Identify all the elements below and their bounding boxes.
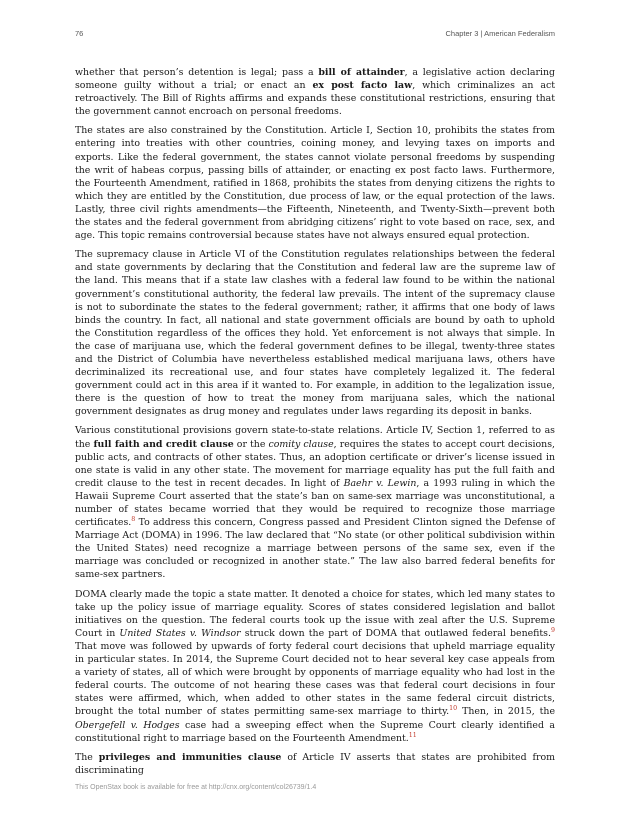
text-run: case had a sweeping effect when the Supreme Court clearly identified a constitutional right to marriage based on the Fourteenth Amendment.	[75, 719, 555, 744]
key-term-privileges-and-immunities-clause: privileges and immunities clause	[98, 751, 282, 763]
page-number: 76	[75, 29, 84, 38]
text-run: , a legislative action declaring someone guilty without a trial; or enact an	[75, 67, 555, 92]
page-header	[75, 29, 555, 38]
footnote-ref-10[interactable]: 10	[449, 705, 458, 713]
paragraph-3: The supremacy clause in Article VI of the Constitution regulates relationships between the federal and state governments by declaring that the Constitution and federal law are the supreme law of the land. This means that if a state law clashes with a federal law found to be within the national government’s constitutional authority, the federal law prevails. The intent of the supremacy clause is not to subordinate the states to the federal government; rather, it affirms that one body of laws binds the country. In fact, all national and state government officials are bound by oath to uphold the Constitution regardless of the offices they hold. Yet enforcement is not always that simple. In the case of marijuana use, which the federal government defines to be illegal, twenty-three states and the District of Columbia have nevertheless established medical marijuana laws, others have decriminalized its recreational use, and four states have completely legalized it. The federal government could act in this area if it wanted to. For example, in addition to the legalization issue, there is the question of how to treat the money from marijuana sales, which the national government designates as drug money and regulates under laws regarding its deposit in banks.	[75, 249, 555, 418]
text-run: , requires the states to accept court decisions, public acts, and contracts of other states. Thus, an adoption certificate or driver’s license issued in one state is valid in any other state. The movement for marriage equality has put the full faith and credit clause to the test in recent decades. In light of	[75, 438, 555, 489]
text-run: struck down the part of DOMA that outlawed federal benefits.	[240, 627, 551, 639]
footnote-ref-8[interactable]: 8	[131, 515, 136, 523]
text-run: , a 1993 ruling in which the Hawaii Supreme Court asserted that the state’s ban on same-sex marriage was unconstitutional, a number of states became worried that they would be required to recognize those marriage certificates.	[75, 477, 556, 529]
key-term-ex-post-facto-law: ex post facto law	[312, 80, 413, 92]
key-term-full-faith-and-credit-clause: full faith and credit clause	[93, 438, 234, 450]
footnote-ref-9[interactable]: 9	[550, 626, 555, 634]
key-term-bill-of-attainder: bill of attainder	[318, 67, 405, 78]
text-run: whether that person’s detention is legal; pass a	[75, 67, 319, 78]
text-run: of Article IV asserts that states are prohibited from discriminating	[75, 751, 555, 776]
paragraph-5	[75, 588, 555, 745]
page-body	[75, 66, 555, 783]
paragraph-6	[75, 751, 555, 777]
paragraph-2: The states are also constrained by the Constitution. Article I, Section 10, prohibits the states from entering into treaties with other countries, coining money, and levying taxes on imports and exports. Like the federal government, the states cannot violate personal freedoms by suspending the writ of habeas corpus, passing bills of attainder, or enacting ex post facto laws. Furthermore, the Fourteenth Amendment, ratified in 1868, prohibits the states from denying citizens the rights to which they are entitled by the Constitution, due process of law, or the equal protection of the laws. Lastly, three civil rights amendments—the Fifteenth, Nineteenth, and Twenty-Sixth—prevent both the states and the federal government from abridging citizens’ right to vote based on race, sex, and age. This topic remains controversial because states have not always ensured equal protection.	[75, 125, 555, 242]
page-footer: This OpenStax book is available for free at http://cnx.org/content/col26739/1.4	[75, 784, 317, 791]
text-run: Various constitutional provisions govern state-to-state relations. Article IV, Section 1, referred to as the	[75, 425, 555, 450]
case-name-baehr-v-lewin: Baehr v. Lewin	[343, 477, 417, 489]
text-run: , which criminalizes an act retroactively. The Bill of Rights affirms and expands these constitutional restrictions, ensuring that the government cannot encroach on personal freedoms.	[75, 80, 556, 118]
text-run: Then, in 2015, the	[457, 706, 555, 718]
case-name-us-v-windsor: United States v. Windsor	[119, 627, 241, 639]
chapter-title: Chapter 3 | American Federalism	[445, 29, 555, 38]
text-run: To address this concern, Congress passed and President Clinton signed the Defense of Marriage Act (DOMA) in 1996. The law declared that “No state (or other political subdivision within the United States) need recognize a marriage between persons of the same sex, even if the marriage was concluded or recognized in another state.” The law also barred federal benefits for same-sex partners.	[75, 517, 555, 581]
paragraph-1	[75, 66, 555, 118]
paragraph-4	[75, 424, 555, 581]
footnote-ref-11[interactable]: 11	[408, 731, 417, 739]
text-run: or the	[233, 438, 269, 450]
text-run: The	[75, 751, 99, 763]
case-name-obergefell-v-hodges: Obergefell v. Hodges	[75, 719, 180, 731]
key-term-comity-clause: comity clause	[268, 438, 334, 450]
text-run: DOMA clearly made the topic a state matter. It denoted a choice for states, which led many states to take up the policy issue of marriage equality. Scores of states considered legislation and ballot initiatives on the question. The federal courts took up the issue with zeal after the U.S. Supreme Court in	[75, 588, 555, 639]
text-run: That move was followed by upwards of forty federal court decisions that upheld marriage equality in particular states. In 2014, the Supreme Court decided not to hear several key case appeals from a variety of states, all of which were brought by opponents of marriage equality who had lost in the federal courts. The outcome of not hearing these cases was that federal court decisions in four states were affirmed, which, when added to other states in the same federal circuit districts, brought the total number of states permitting same-sex marriage to thirty.	[75, 640, 555, 718]
